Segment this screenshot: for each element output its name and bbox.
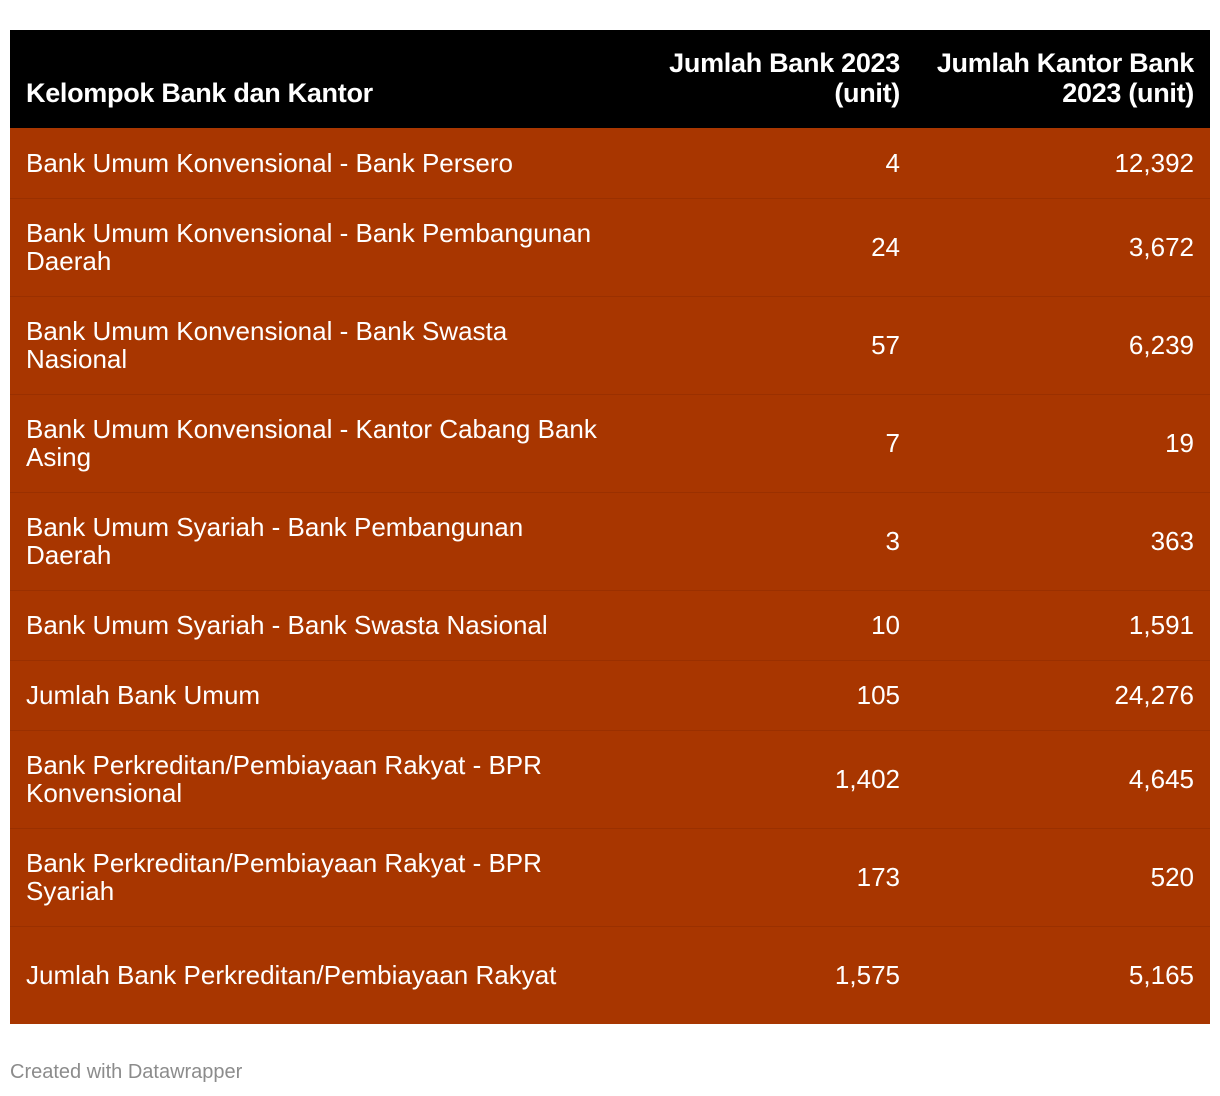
row-label-cell: Bank Umum Syariah - Bank Pembangunan Daerah <box>10 492 614 590</box>
table-row <box>10 198 1210 296</box>
row-label-cell: Bank Umum Konvensional - Bank Swasta Nasional <box>10 296 614 394</box>
bank-count-cell: 1,575 <box>834 960 900 991</box>
footer-credit: Created with Datawrapper <box>10 1061 243 1083</box>
table-row <box>10 128 1210 198</box>
office-count-cell: 520 <box>916 828 1210 926</box>
table-row <box>10 730 1210 828</box>
bank-count-cell: 105 <box>614 660 916 730</box>
bank-count-cell: 3 <box>614 492 916 590</box>
row-label-cell: Bank Umum Konvensional - Kantor Cabang Bank Asing <box>10 394 614 492</box>
column-header-bank-count[interactable]: Jumlah Bank 2023 (unit) <box>669 48 900 108</box>
office-count-cell: 6,239 <box>916 296 1210 394</box>
bank-count-cell: 173 <box>614 828 916 926</box>
data-table <box>10 30 1210 1024</box>
office-count-cell: 1,591 <box>916 590 1210 660</box>
row-label-cell: Jumlah Bank Umum <box>10 660 614 730</box>
row-label-cell: Bank Umum Konvensional - Bank Pembangunan Daerah <box>10 198 614 296</box>
bank-count-cell: 24 <box>614 198 916 296</box>
office-count-cell: 4,645 <box>916 730 1210 828</box>
column-header-office-count[interactable]: Jumlah Kantor Bank 2023 (unit) <box>936 48 1194 108</box>
row-label-cell: Bank Umum Syariah - Bank Swasta Nasional <box>10 590 614 660</box>
table-row <box>10 926 1210 1024</box>
row-label-cell: Bank Umum Konvensional - Bank Persero <box>10 128 614 198</box>
table-header <box>10 30 1210 128</box>
table-row <box>10 296 1210 394</box>
row-label-cell: Bank Perkreditan/Pembiayaan Rakyat - BPR Konvensional <box>10 730 614 828</box>
office-count-cell: 24,276 <box>916 660 1210 730</box>
table-row <box>10 590 1210 660</box>
table-row <box>10 828 1210 926</box>
table-row <box>10 492 1210 590</box>
bank-count-cell: 1,402 <box>614 730 916 828</box>
column-header-group[interactable]: Kelompok Bank dan Kantor <box>26 78 373 108</box>
office-count-cell: 19 <box>916 394 1210 492</box>
office-count-cell: 363 <box>916 492 1210 590</box>
table-row <box>10 394 1210 492</box>
office-count-cell: 3,672 <box>916 198 1210 296</box>
office-count-cell: 12,392 <box>916 128 1210 198</box>
bank-count-cell: 4 <box>614 128 916 198</box>
bank-count-cell: 57 <box>614 296 916 394</box>
row-label-cell: Jumlah Bank Perkreditan/Pembiayaan Rakyat <box>26 960 557 991</box>
row-label-cell: Bank Perkreditan/Pembiayaan Rakyat - BPR Syariah <box>10 828 614 926</box>
bank-count-cell: 10 <box>614 590 916 660</box>
table-row <box>10 660 1210 730</box>
table-body <box>10 128 1210 1024</box>
office-count-cell: 5,165 <box>1128 960 1194 991</box>
bank-count-cell: 7 <box>614 394 916 492</box>
data-table-container <box>10 30 1210 1024</box>
header-row <box>10 30 1210 128</box>
